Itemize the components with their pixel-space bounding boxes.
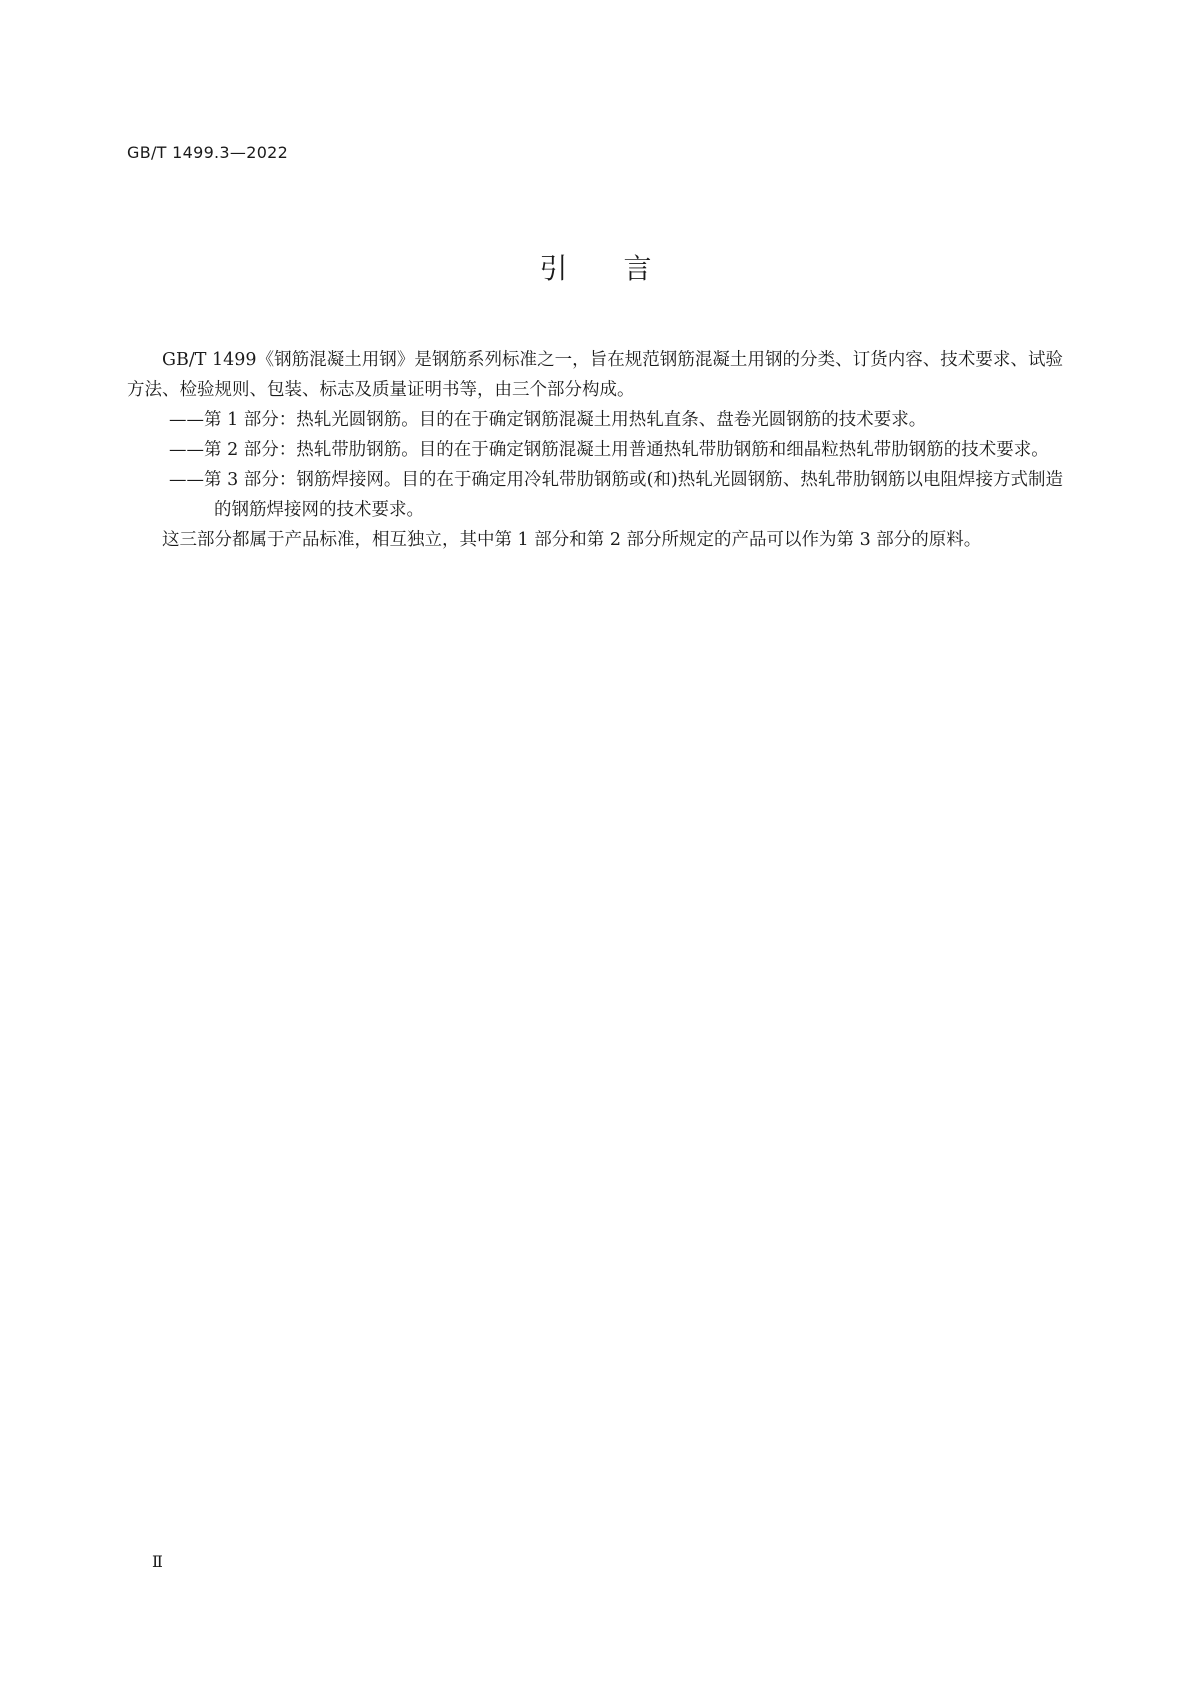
intro-paragraph: GB/T 1499《钢筋混凝土用钢》是钢筋系列标准之一，旨在规范钢筋混凝土用钢的分类、订货内容、技术要求、试验方法、检验规则、包装、标志及质量证明书等，由三个部分构成。	[127, 350, 1063, 400]
standard-code: GB/T 1499.3—2022	[127, 143, 289, 162]
page-number: Ⅱ	[152, 1552, 163, 1571]
page-title: 引言	[539, 252, 708, 285]
part-2-item: ——第 2 部分：热轧带肋钢筋。目的在于确定钢筋混凝土用普通热轧带肋钢筋和细晶粒热轧带肋钢筋的技术要求。	[169, 440, 1049, 460]
document-body	[127, 345, 1063, 555]
closing-paragraph: 这三部分都属于产品标准，相互独立，其中第 1 部分和第 2 部分所规定的产品可以作为第 3 部分的原料。	[162, 530, 982, 550]
part-3-item: ——第 3 部分：钢筋焊接网。目的在于确定用冷轧带肋钢筋或(和)热轧光圆钢筋、热轧带肋钢筋以电阻焊接方式制造的钢筋焊接网的技术要求。	[169, 470, 1063, 520]
part-1-item: ——第 1 部分：热轧光圆钢筋。目的在于确定钢筋混凝土用热轧直条、盘卷光圆钢筋的技术要求。	[169, 410, 927, 430]
